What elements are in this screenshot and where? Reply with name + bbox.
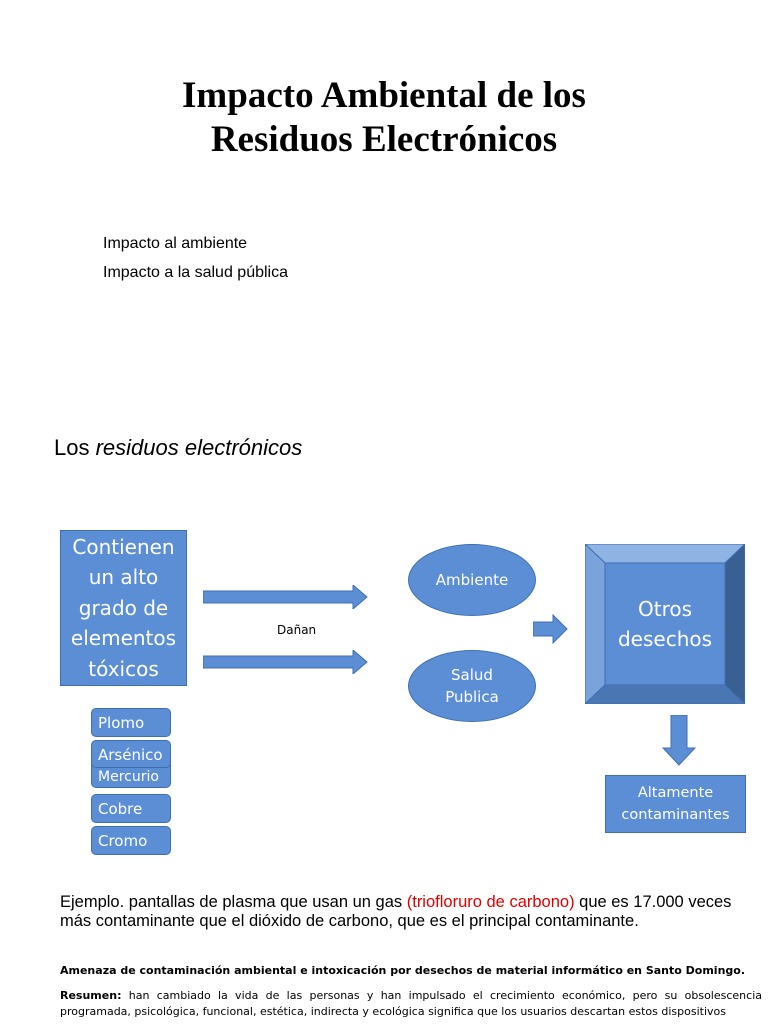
resumen-text: han cambiado la vida de las personas y han impulsado el crecimiento económico, pero su obsolescencia programada, psicológica, funcional, estética, indirecta y ecológica significa que los usuarios descartan estos dispositivos [60, 989, 762, 1018]
impact-list [103, 229, 288, 287]
arrow-to-otros [533, 614, 569, 644]
element-cobre-label: Cobre [98, 800, 143, 818]
target-salud-publica [408, 650, 536, 722]
title-line-2: Residuos Electrónicos [210, 119, 558, 160]
title-line-1: Impacto Ambiental de los [182, 75, 586, 116]
element-mercurio-label: Mercurio [98, 769, 159, 785]
example-before: Ejemplo. pantallas de plasma que usan un gas [60, 893, 407, 911]
impact-item-ambiente: Impacto al ambiente [103, 235, 248, 252]
element-arsenico [91, 740, 171, 768]
resumen-label: Resumen: [60, 989, 122, 1002]
target-ambiente-label: Ambiente [435, 571, 509, 589]
section-subtitle [54, 435, 302, 461]
example-after: que es 17.000 veces más contaminante que el dióxido de carbono, que es el principal contaminante. [60, 893, 732, 930]
target-ambiente [408, 544, 536, 616]
subtitle-emphasis: residuos electrónicos [95, 435, 303, 460]
amenaza-heading: Amenaza de contaminación ambiental e intoxicación por desechos de material informático en Santo Domingo. [60, 964, 746, 977]
element-plomo-label: Plomo [98, 714, 145, 732]
arrow-to-salud [203, 650, 369, 674]
example-paragraph [60, 893, 750, 931]
altamente-contaminantes-box [605, 775, 746, 833]
toxic-elements-box [60, 530, 187, 686]
example-highlight: (triofloruro de carbono) [406, 893, 575, 911]
otros-desechos-label [605, 563, 725, 685]
element-cromo [91, 826, 171, 855]
otros-desechos-text: Otros desechos [617, 597, 713, 651]
toxic-elements-text: Contienen un alto grado de elementos tóxicos [70, 534, 177, 681]
impact-item-salud: Impacto a la salud pública [103, 264, 288, 281]
connector-label: Dañan [277, 623, 317, 637]
arrow-down [662, 715, 696, 767]
altamente-contaminantes-text: Altamente contaminantes [621, 785, 730, 823]
element-cobre [91, 794, 171, 823]
subtitle-prefix: Los [54, 435, 96, 460]
element-plomo [91, 708, 171, 737]
resumen-paragraph [60, 988, 762, 1020]
element-cromo-label: Cromo [98, 832, 148, 850]
arrow-to-ambiente [203, 585, 369, 609]
page-title [0, 74, 768, 162]
element-arsenico-label: Arsénico [98, 746, 163, 764]
target-salud-label: Salud Publica [445, 666, 499, 706]
